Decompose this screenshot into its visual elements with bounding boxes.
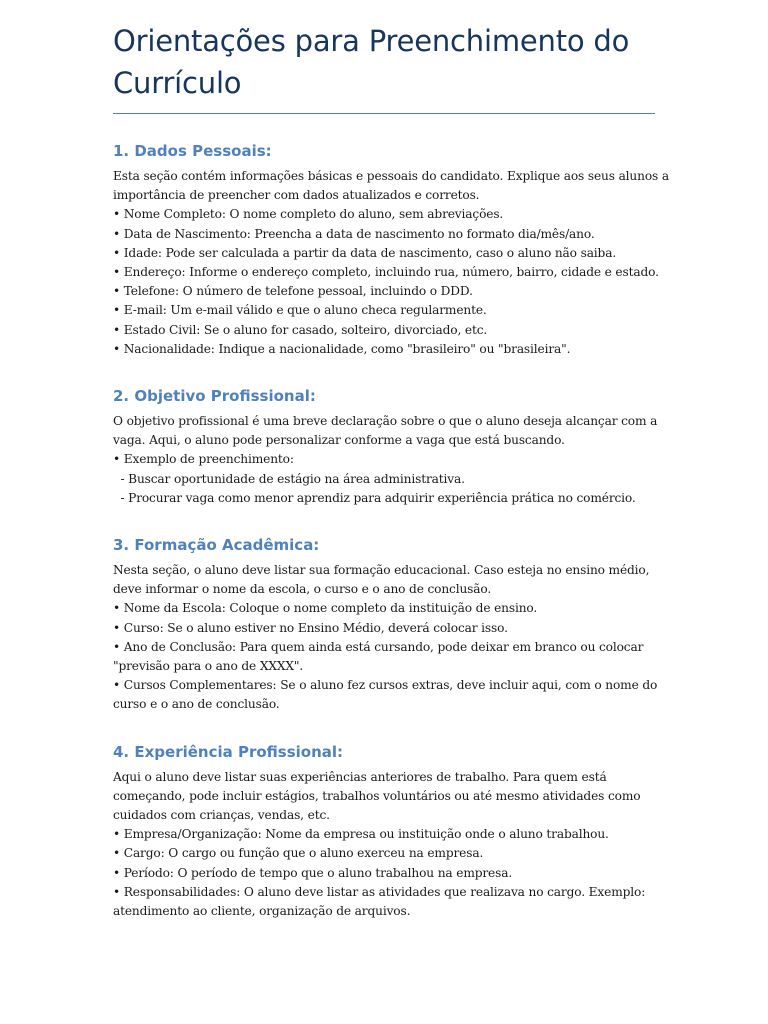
sub-item: - Procurar vaga como menor aprendiz para adquirir experiência prática no comércio. bbox=[113, 490, 636, 505]
bullet-item: • Telefone: O número de telefone pessoal, incluindo o DDD. bbox=[113, 284, 473, 299]
bullet-item: • Exemplo de preenchimento: bbox=[113, 452, 294, 467]
body-line: O objetivo profissional é uma breve declaração sobre o que o aluno deseja alcançar com a bbox=[113, 414, 658, 429]
body-line: Aqui o aluno deve listar suas experiências anteriores de trabalho. Para quem está bbox=[113, 769, 607, 784]
bullet-item: • Cargo: O cargo ou função que o aluno exerceu na empresa. bbox=[113, 846, 484, 861]
section-body bbox=[113, 167, 669, 359]
section-body bbox=[113, 412, 658, 508]
title-line: Orientações para Preenchimento do bbox=[113, 24, 630, 58]
section-heading: 4. Experiência Profissional: bbox=[113, 742, 344, 761]
section-experiencia-profissional bbox=[113, 741, 655, 922]
body-line: atendimento ao cliente, organização de arquivos. bbox=[113, 904, 411, 919]
sub-item: - Buscar oportunidade de estágio na área administrativa. bbox=[113, 471, 465, 486]
bullet-item: • Cursos Complementares: Se o aluno fez cursos extras, deve incluir aqui, com o nome do bbox=[113, 678, 658, 693]
section-objetivo-profissional bbox=[113, 385, 658, 508]
section-heading: 2. Objetivo Profissional: bbox=[113, 387, 316, 406]
section-dados-pessoais bbox=[113, 140, 669, 359]
bullet-item: • E-mail: Um e-mail válido e que o aluno checa regularmente. bbox=[113, 303, 487, 318]
title-divider bbox=[113, 113, 655, 114]
bullet-item: • Empresa/Organização: Nome da empresa ou instituição onde o aluno trabalhou. bbox=[113, 827, 609, 842]
title-line: Currículo bbox=[113, 66, 242, 100]
bullet-item: • Nome da Escola: Coloque o nome completo da instituição de ensino. bbox=[113, 601, 538, 616]
body-line: "previsão para o ano de XXXX". bbox=[113, 659, 304, 674]
bullet-item: • Ano de Conclusão: Para quem ainda está cursando, pode deixar em branco ou colocar bbox=[113, 639, 644, 654]
bullet-item: • Nacionalidade: Indique a nacionalidade, como "brasileiro" ou "brasileira". bbox=[113, 341, 571, 356]
bullet-item: • Período: O período de tempo que o aluno trabalhou na empresa. bbox=[113, 865, 513, 880]
body-line: deve informar o nome da escola, o curso e o ano de conclusão. bbox=[113, 582, 492, 597]
section-body bbox=[113, 561, 658, 715]
body-line: cuidados com crianças, vendas, etc. bbox=[113, 808, 330, 823]
body-line: importância de preencher com dados atualizados e corretos. bbox=[113, 188, 480, 203]
section-body bbox=[113, 768, 655, 922]
bullet-item: • Nome Completo: O nome completo do aluno, sem abreviações. bbox=[113, 207, 504, 222]
bullet-item: • Curso: Se o aluno estiver no Ensino Médio, deverá colocar isso. bbox=[113, 620, 508, 635]
body-line: vaga. Aqui, o aluno pode personalizar conforme a vaga que está buscando. bbox=[113, 433, 565, 448]
bullet-item: • Idade: Pode ser calculada a partir da data de nascimento, caso o aluno não saiba. bbox=[113, 245, 617, 260]
body-line: começando, pode incluir estágios, trabalhos voluntários ou até mesmo atividades como bbox=[113, 788, 641, 803]
section-formacao-academica bbox=[113, 534, 658, 715]
bullet-item: • Data de Nascimento: Preencha a data de nascimento no formato dia/mês/ano. bbox=[113, 226, 595, 241]
body-line: curso e o ano de conclusão. bbox=[113, 697, 280, 712]
body-line: Esta seção contém informações básicas e pessoais do candidato. Explique aos seus alunos a bbox=[113, 169, 669, 183]
section-heading: 1. Dados Pessoais: bbox=[113, 142, 272, 160]
bullet-item: • Estado Civil: Se o aluno for casado, solteiro, divorciado, etc. bbox=[113, 322, 488, 337]
bullet-item: • Responsabilidades: O aluno deve listar as atividades que realizava no cargo. Exemplo: bbox=[113, 884, 646, 899]
body-line: Nesta seção, o aluno deve listar sua formação educacional. Caso esteja no ensino médio, bbox=[113, 563, 650, 578]
bullet-item: • Endereço: Informe o endereço completo, incluindo rua, número, bairro, cidade e estado. bbox=[113, 265, 659, 280]
page-title bbox=[113, 20, 655, 104]
section-heading: 3. Formação Acadêmica: bbox=[113, 536, 320, 555]
